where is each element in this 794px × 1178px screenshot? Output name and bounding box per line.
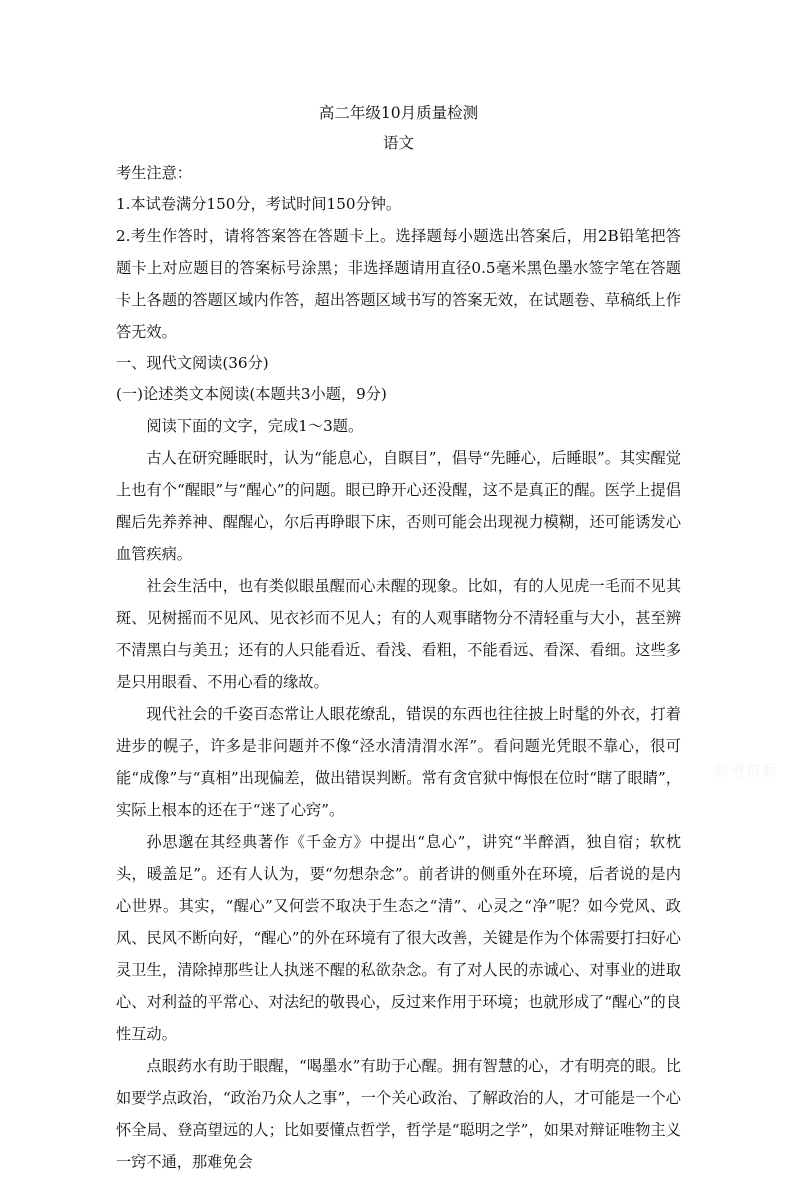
article-paragraph-1: 古人在研究睡眠时，认为“能息心，自瞑目”，倡导“先睡心，后睡眼”。其实醒觉上也有个“醒眼”与“醒心”的问题。眼已睁开心还没醒，这不是真正的醒。医学上提倡醒后先养养神、醒醒心，尔后再睁眼下床，否则可能会出现视力模糊，还可能诱发心血管疾病。 <box>116 449 681 563</box>
reading-instruction: 阅读下面的文字，完成1～3题。 <box>146 417 364 435</box>
exam-title: 高二年级10月质量检测 <box>318 104 479 122</box>
article-paragraph-2: 社会生活中，也有类似眼虽醒而心未醒的现象。比如，有的人见虎一毛而不见其斑、见树摇而不见风、见衣衫而不见人；有的人观事睹物分不清轻重与大小，甚至辨不清黑白与美丑；还有的人只能看近、看浅、看粗，不能看远、看深、看细。这些多是只用眼看、不用心看的缘故。 <box>116 577 681 691</box>
section-title: 一、现代文阅读(36分) <box>116 354 269 372</box>
notice-item-1: 1.本试卷满分150分，考试时间150分钟。 <box>116 195 402 213</box>
exam-page <box>116 98 681 1178</box>
article-paragraph-5: 点眼药水有助于眼醒，“喝墨水”有助于心醒。拥有智慧的心，才有明亮的眼。比如要学点政治，“政治乃众人之事”，一个关心政治、了解政治的人，才可能是一个心怀全局、登高望远的人；比如要懂点哲学，哲学是“聪明之学”，如果对辩证唯物主义一窍不通，那难免会 <box>116 1057 681 1171</box>
notice-item-2: 2.考生作答时，请将答案答在答题卡上。选择题每小题选出答案后，用2B铅笔把答题卡上对应题目的答案标号涂黑；非选择题请用直径0.5毫米黑色墨水签字笔在答题卡上各题的答题区域内作答，超出答题区域书写的答案无效，在试题卷、草稿纸上作答无效。 <box>116 227 681 341</box>
section-subtitle: (一)论述类文本阅读(本题共3小题，9分) <box>116 385 387 403</box>
subject-title: 语文 <box>382 134 414 152</box>
watermark: 高考资源 <box>714 762 779 780</box>
notice-heading: 考生注意： <box>116 164 192 182</box>
article-paragraph-3: 现代社会的千姿百态常让人眼花缭乱，错误的东西也往往披上时髦的外衣，打着进步的幌子，许多是非问题并不像“泾水清清渭水浑”。看问题光凭眼不靠心，很可能“成像”与“真相”出现偏差，做出错误判断。常有贪官狱中悔恨在位时“瞎了眼睛”，实际上根本的还在于“迷了心窍”。 <box>116 705 681 819</box>
article-paragraph-4: 孙思邈在其经典著作《千金方》中提出“息心”，讲究“半醉酒，独自宿；软枕头，暖盖足”。还有人认为，要“勿想杂念”。前者讲的侧重外在环境，后者说的是内心世界。其实，“醒心”又何尝不取决于生态之“清”、心灵之“净”呢？如今党风、政风、民风不断向好，“醒心”的外在环境有了很大改善，关键是作为个体需要打扫好心灵卫生，清除掉那些让人执迷不醒的私欲杂念。有了对人民的赤诚心、对事业的进取心、对利益的平常心、对法纪的敬畏心，反过来作用于环境；也就形成了“醒心”的良性互动。 <box>116 833 681 1043</box>
